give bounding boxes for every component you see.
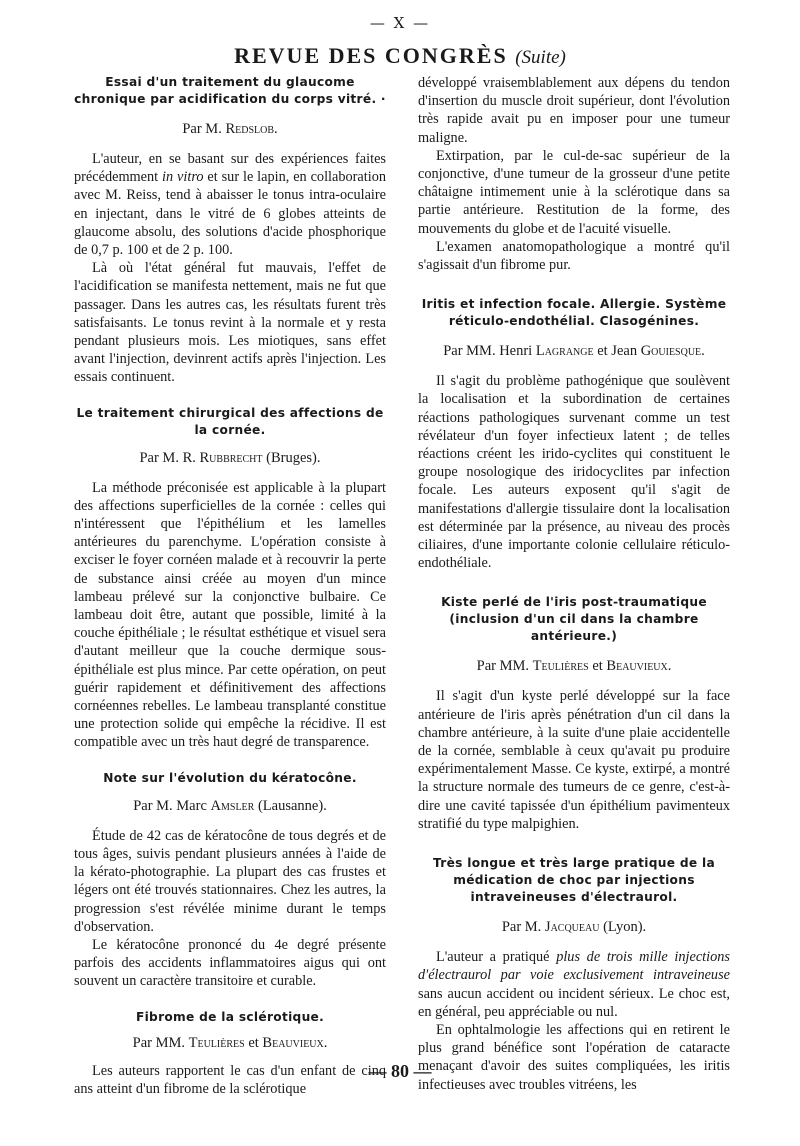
article-title: Fibrome de la sclérotique.	[135, 1009, 325, 1024]
page-title-text: REVUE DES CONGRÈS	[234, 43, 508, 68]
article-electraurol	[418, 855, 730, 1094]
author-name: Redslob.	[225, 121, 278, 137]
right-column	[418, 74, 730, 1094]
author-name: Teulières	[188, 1034, 245, 1051]
paragraph: Le kératocône prononcé du 4e degré présente parfois des accidents inflammatoires aigus qui ont souvent un caractère transitoire et curable.	[74, 936, 386, 990]
author-prefix: Par MM. Henri	[443, 343, 533, 360]
article-title: Note sur l'évolution du kératocône.	[103, 770, 357, 785]
paragraph: Étude de 42 cas de kératocône de tous degrés et de tous âges, suivis pendant plusieurs années à l'aide de la kérato-photographie. La plupart des cas frustes et légers ont été trouvés stationnaires. Chez les autres, la progression s'est révélée minime durant le temps d'observation.	[74, 827, 386, 935]
paragraph: Les auteurs rapportent le cas d'un enfant de cinq ans atteint d'un fibrome de la sclérotique	[74, 1062, 386, 1097]
author-prefix: Par M.	[501, 919, 542, 936]
author-location: (Lyon).	[603, 919, 647, 936]
article-title: Le traitement chirurgical des affections de la cornée.	[76, 405, 384, 437]
page-title	[0, 44, 800, 70]
roman-page-number: — X —	[369, 14, 431, 32]
article-kiste	[418, 594, 730, 833]
paragraph: Extirpation, par le cul-de-sac supérieur de la conjonctive, d'une tumeur de la grosseur d'une petite châtaigne intimement unie à la sclérotique dans sa partie antérieure. Restitution de la forme, des mouvements du globe et de l'acuité visuelle.	[418, 147, 730, 237]
paragraph: développé vraisemblablement aux dépens du tendon d'insertion du muscle droit supérieur, dont l'évolution très rapide avait pu en imposer pour une tumeur maligne.	[418, 75, 730, 146]
article-glaucome	[74, 74, 386, 387]
article-cornee	[74, 405, 386, 752]
article-iritis	[418, 296, 730, 572]
article-author	[418, 657, 730, 675]
article-title: Très longue et très large pratique de la médication de choc par injections intraveineuses d'électraurol.	[433, 856, 715, 905]
article-author	[74, 1034, 386, 1052]
paragraph: Il s'agit d'un kyste perlé développé sur la face antérieure de l'iris après pénétration d'un cil dans la chambre antérieure, à la suite d'une plaie accidentelle de la cornée, semblable à ceux qu'avait pu produire expérimentalement Masse. Ce kyste, extirpé, a montré la structure normale des tumeurs de ce genre, c'est-à-dire une cavité tapissée d'un épithélium pavimenteux stratifié du type malpighien.	[418, 688, 730, 832]
author-name: Teulières	[532, 658, 589, 675]
author-location: (Bruges).	[266, 449, 321, 466]
left-column	[74, 74, 386, 1098]
author-prefix: Par M. Marc	[133, 797, 207, 814]
author-name: Beauvieux.	[606, 658, 672, 675]
author-conjunction: et	[592, 658, 603, 675]
paragraph: L'examen anatomopathologique a montré qu'il s'agissait d'un fibrome pur.	[418, 238, 730, 274]
page-number: — 80 —	[368, 1061, 432, 1081]
article-fibrome-continued	[418, 74, 730, 274]
article-author	[74, 120, 386, 138]
paragraph: Il s'agit du problème pathogénique que soulèvent la localisation et la subordination de certaines réactions pathologiques survenant comme un test révélateur d'un foyer infectieux latent ; de telles réactions créent les irido-cyclites qui constituent le groupe nosologique des iridocyclites par infection focale. Les auteurs exposent qu'il s'agit de manifestations d'allergie tissulaire dont la localisation est déterminée par la présence, au niveau des procès ciliaires, d'une importante colonie cellulaire réticulo-endothéliale.	[418, 373, 730, 572]
article-title: Kiste perlé de l'iris post-traumatique (inclusion d'un cil dans la chambre antérieure.)	[441, 595, 707, 644]
article-keratocone	[74, 770, 386, 991]
author-name: Amsler	[210, 797, 255, 814]
author-conjunction: et Jean	[597, 343, 638, 360]
author-name: Gouiesque.	[640, 343, 705, 360]
page-title-suite: (Suite)	[515, 47, 566, 68]
author-name: Rubbrecht	[199, 449, 263, 466]
article-fibrome	[74, 1009, 386, 1098]
author-prefix: Par MM.	[476, 658, 529, 675]
article-author	[418, 918, 730, 936]
author-name: Beauvieux.	[262, 1034, 328, 1051]
paragraph: Là où l'état général fut mauvais, l'effet de l'acidification se manifesta nettement, mais ne fut que passager. Dans les autres cas, les résultats furent très satisfaisants. Le tonus revint à la normale et y resta pendant plusieurs mois. Les miotiques, sans effet avant l'injection, devinrent actifs après l'injection. Les essais continuent.	[74, 260, 386, 386]
author-prefix: Par M. R.	[139, 449, 196, 466]
author-conjunction: et	[248, 1034, 259, 1051]
author-location: (Lausanne).	[257, 797, 327, 814]
author-prefix: Par MM.	[132, 1034, 185, 1051]
article-title: Iritis et infection focale. Allergie. Système réticulo-endothélial. Clasogénines.	[421, 297, 727, 329]
paragraph: L'auteur a pratiqué plus de trois mille injections d'électraurol par voie exclusivement intraveineuse sans aucun accident ou incident sérieux. Le choc est, en général, peu appréciable ou nul.	[418, 949, 730, 1020]
author-name: Lagrange	[535, 343, 594, 360]
paragraph: En ophtalmologie les affections qui en retirent le plus grand bénéfice sont l'opération de cataracte menaçant d'avoir des suites compliquées, les iritis infectieuses avec troubles vitréens, les	[418, 1021, 730, 1093]
article-author	[74, 449, 386, 467]
article-author	[418, 342, 730, 360]
article-title: Essai d'un traitement du glaucome chronique par acidification du corps vitré. ·	[74, 75, 386, 106]
author-prefix: Par M.	[182, 121, 222, 137]
paragraph: La méthode préconisée est applicable à la plupart des affections superficielles de la cornée : celles qui n'intéressent que l'épithélium et les lamelles antérieures du parenchyme. L'opération consiste à exciser le foyer cornéen malade et à recouvrir la perte de substance ainsi créée au moyen d'un mince lambeau prélevé sur la conjonctive bulbaire. Ce lambeau doit être, autant que possible, limité à la couche épithéliale ; le résultat esthétique et visuel sera d'autant meilleur que la couche dermique sous-épithéliale est plus mince. Par cette opération, on peut guérir rapidement et définitivement des affections cornéennes rebelles. Le lambeau transplanté constitue une protection solide qui empêche la récidive. Il est compatible avec un très haut degré de transparence.	[74, 479, 386, 751]
author-name: Jacqueau	[544, 919, 600, 936]
paragraph: L'auteur, en se basant sur des expériences faites précédemment in vitro et sur le lapin, en collaboration avec M. Reiss, tend à abaisser le tonus intra-oculaire en injectant, dans le vitré de 6 globes atteints de glaucome absolu, des solutions d'acide phosphorique de 0,7 p. 100 et de 2 p. 100.	[74, 151, 387, 259]
article-author	[74, 797, 386, 815]
